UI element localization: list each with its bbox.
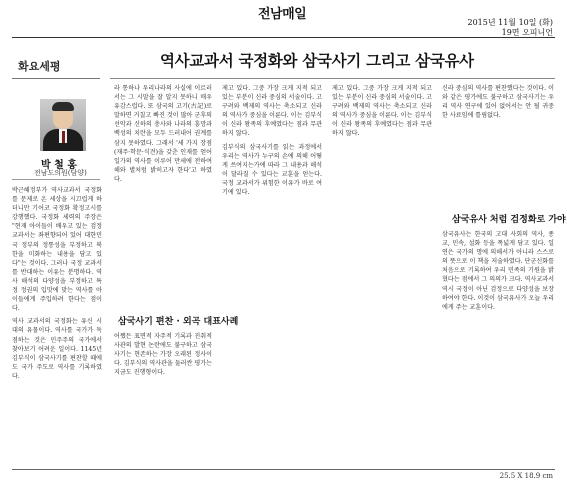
column-3-text: 제고 있다. 그중 가장 크게 지적 되고 있는 부분이 신라 중심의 서술이다. 고구려와 백제의 역사는 축소되고 신라의 역사가 중심을 이룬다. 이는 김부식이 신라 왕족의 후예였다는 점과 무관하지 않다. xyxy=(222,85,322,138)
issue-meta xyxy=(467,18,553,38)
subhead-2: 삼국유사 처럼 검정화로 가야 xyxy=(452,215,566,225)
masthead xyxy=(0,0,567,38)
article-column-4 xyxy=(332,84,432,466)
page-section: 19면 오피니언 xyxy=(501,28,553,37)
author-role: 전남도의원(담양) xyxy=(34,169,87,177)
article-headline: 역사교과서 국정화와 삼국사기 그리고 삼국유사 xyxy=(160,52,474,70)
article-column-5-lower xyxy=(442,230,554,466)
issue-date: 2015년 11월 10일 (화) xyxy=(467,18,553,27)
column-section-label: 화요세평 xyxy=(18,60,61,73)
top-rule xyxy=(12,37,555,38)
photo-hair xyxy=(52,102,74,111)
column-1-text-continued: 역사 교과서의 국정화는 유신 시대의 유물이다. 역사를 국가가 독점하는 것은 민주주의 국가에서 찾아보기 어려운 일이다. 1145년 김부식이 삼국사기를 편찬할 때에도 국가 주도로 역사를 기록하였다. xyxy=(12,318,102,380)
photo-tie xyxy=(62,131,65,143)
clipping-size: 25.5 X 18.9 cm xyxy=(499,472,553,480)
author-photo xyxy=(40,99,86,151)
article-column-1 xyxy=(12,186,102,466)
column-5-text: 신라 중심의 역사를 편찬했다는 것이다. 이와 같은 평가에도 불구하고 삼국사기는 우리 역사 연구에 있어 없어서는 안 될 귀중한 사료임에 틀림없다. xyxy=(442,85,554,120)
author-name: 박 철 홍 xyxy=(41,160,77,171)
column-2-lower-text: 어쨌든 표면적 자주적 기록과 진취적 사관의 발현 논란에도 불구하고 삼국사기는 현존하는 가장 오래된 정사이다. 김부식의 역사관을 둘러싼 평가는 지금도 진행형이다. xyxy=(114,333,212,377)
article-column-2 xyxy=(114,84,212,310)
article-column-3 xyxy=(222,84,322,466)
author-rule xyxy=(12,179,100,180)
footer-rule xyxy=(12,469,555,470)
column-5-lower-text: 삼국유사는 한국의 고대 사회의 역사, 종교, 민속, 설화 등을 폭넓게 담고 있다. 일연은 국가의 명에 의해서가 아니라 스스로의 뜻으로 이 책을 저술하였다. 단군신화를 처음으로 기록하여 우리 민족의 기원을 밝혔다는 점에서 그 의의가 크다. 역사교과서 역시 국정이 아닌 검정으로 다양성을 보장하여야 한다. 이것이 삼국유사가 오늘 우리에게 주는 교훈이다. xyxy=(442,231,554,311)
newspaper-logo: 전남매일 xyxy=(258,7,307,22)
subhead-1: 삼국사기 편찬 · 외곡 대표사례 xyxy=(118,317,239,327)
column-4-text: 제고 있다. 그중 가장 크게 지적 되고 있는 부분이 신라 중심의 서술이다. 고구려와 백제의 역사는 축소되고 신라의 역사가 중심을 이룬다. 이는 김부식이 신라 왕족의 후예였다는 점과 무관하지 않다. xyxy=(332,85,432,138)
article-column-5 xyxy=(442,84,554,206)
column-1-text: 박근혜정부가 역사교과서 국정화를 문제로 온 세상을 시끄럽게 하더니만 기어코 국정화 확정고시를 강행했다. 국정화 세력의 주장은 "현재 아이들이 배우고 있는 검정교과서는 좌편향되어 있어 대한민국 정부의 정통성을 부정하고 북한을 미화하는 내용을 담고 있다"는 것이다. 그러나 국정 교과서를 반대하는 이유는 분명하다. 역사 해석의 다양성을 부정하고 특정 정권의 입맛에 맞는 역사를 아이들에게 주입하려 한다는 점이다. xyxy=(12,187,102,313)
section-rule xyxy=(12,78,100,79)
column-2-text: 라 통하나 우리나라의 사실에 이르러서는 그 시말을 잘 알지 못하니 매우 유감스럽다. 또 삼국의 고기(古記)로 말하면 거칠고 빠진 것이 많아 군후의 선악과 신하의 충사와 나라의 흥망과 백성의 치란을 모두 드러내어 권계를 삼지 못하였다. 그래서 '세 가지 장점(재주·학문·식견)을 갖춘 인재를 얻어 일가의 역사를 이루어 만세에 전하여 해와 별처럼 밝히고자 한다'고 하였다. xyxy=(114,85,212,183)
headline-rule xyxy=(110,78,555,79)
column-3-text-continued: 김부식의 삼국사기를 읽는 과정에서 우리는 역사가 누구의 손에 의해 어떻게 쓰여지는가에 따라 그 내용과 해석이 달라질 수 있다는 교훈을 얻는다. 국정 교과서가 위험한 이유가 바로 여기에 있다. xyxy=(222,143,322,197)
article-column-2-lower xyxy=(114,332,212,466)
